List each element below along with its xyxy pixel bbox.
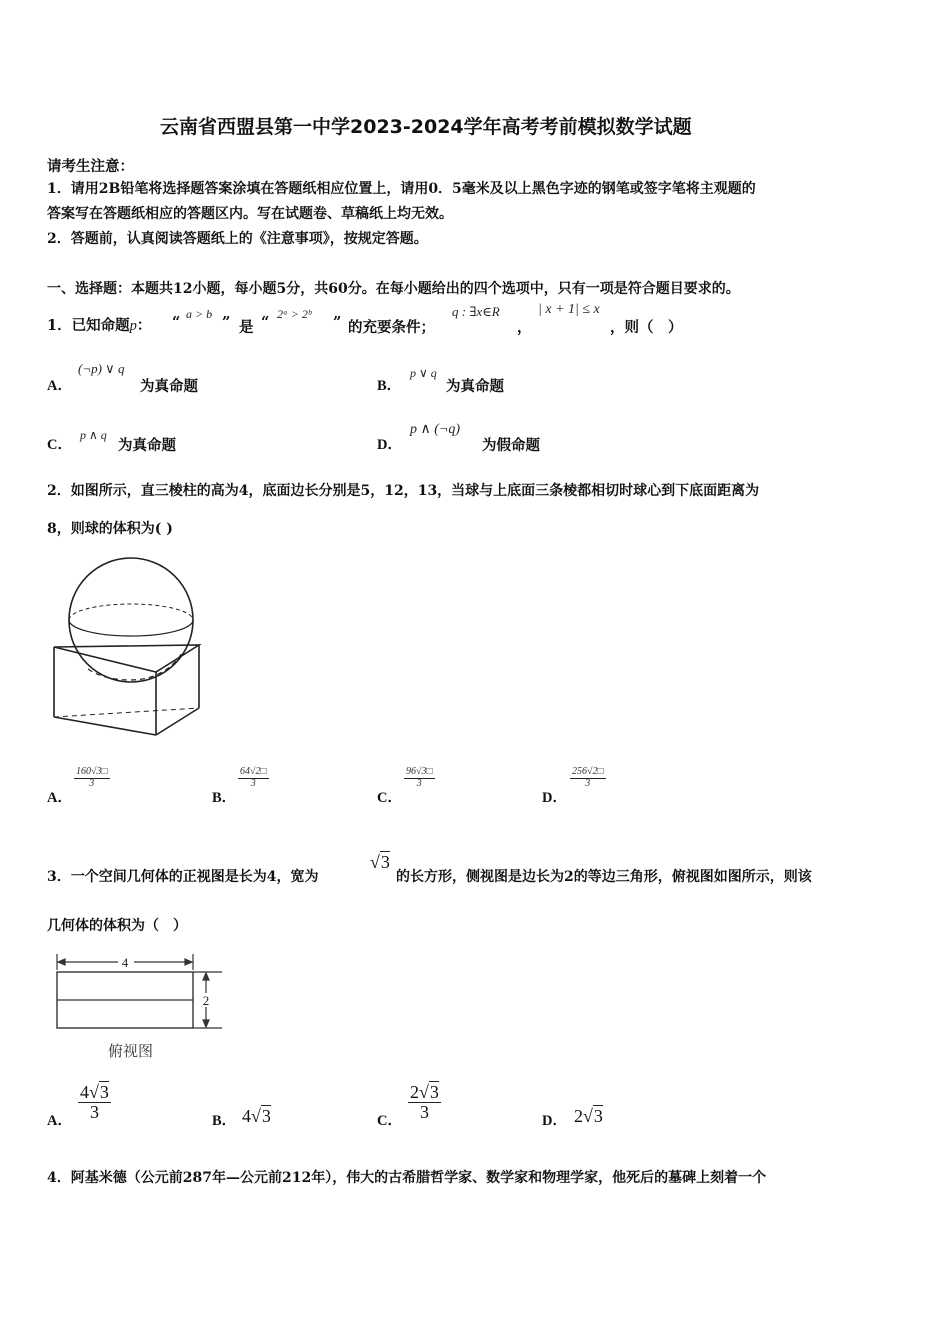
q1-option-c-label[interactable]: C．	[47, 437, 72, 453]
q1-option-d-label[interactable]: D．	[377, 437, 402, 453]
q2-option-a-label[interactable]: A．	[47, 790, 72, 806]
q2-option-d-denominator: 3	[585, 777, 591, 789]
q2-option-d-numerator: 256√2□	[572, 766, 604, 777]
q2-line-2: 8，则球的体积为( )	[47, 521, 173, 537]
q3-sqrt-3: √3	[370, 852, 390, 872]
prism-bottom-front-right	[156, 708, 199, 735]
q1-colon: ：	[136, 317, 152, 334]
q2-option-c-denominator: 3	[416, 777, 422, 789]
q1-quote-close-2: ”	[333, 314, 342, 331]
q2-option-b-denominator: 3	[250, 777, 256, 789]
q1-option-a-text: 为真命题	[140, 378, 198, 395]
q2-option-a-value	[74, 767, 110, 789]
q3-option-c-denominator: 3	[419, 1101, 429, 1122]
q2-line-1: 2．如图所示，直三棱柱的高为4，底面边长分别是5，12，13，当球与上底面三条棱都相切时球心到下底面距离为	[47, 483, 760, 499]
q3-sqrt-radicand: 3	[380, 852, 390, 872]
q1-quote-open-2: “	[261, 314, 270, 331]
page-title: 云南省西盟县第一中学2023-2024学年高考考前模拟数学试题	[160, 116, 692, 138]
q3-option-d-label[interactable]: D．	[542, 1113, 567, 1129]
q3-option-c-coef: 2	[410, 1082, 419, 1102]
q3-option-d-value: 2√3	[574, 1106, 603, 1126]
q3-option-b-radicand: 3	[261, 1106, 271, 1126]
q3-option-c-label[interactable]: C．	[377, 1113, 402, 1129]
q2-option-a-denominator: 3	[89, 777, 95, 789]
q3-figure-caption: 俯视图	[108, 1042, 154, 1060]
q1-expr-2: 2ᵃ > 2ᵇ	[277, 307, 312, 321]
q3-option-a-denominator: 3	[89, 1101, 99, 1122]
q1-tail: ，则（ ）	[610, 319, 683, 336]
q2-option-b-numerator: 64√2□	[240, 766, 267, 777]
q1-option-a-label[interactable]: A．	[47, 378, 72, 394]
notice-line-1b: 答案写在答题纸相应的答题区内。写在试题卷、草稿纸上均无效。	[47, 206, 453, 222]
q2-option-b-value	[238, 767, 269, 789]
q1-quote-open-1: “	[172, 314, 181, 331]
notice-line-1a: 1．请用2B铅笔将选择题答案涂填在答题纸相应位置上，请用0．5毫米及以上黑色字迹的钢笔或签字笔将主观题的	[47, 181, 756, 197]
q2-sphere-prism-figure	[44, 545, 214, 740]
q3-option-d-coef: 2	[574, 1106, 583, 1126]
q3-option-a-radicand: 3	[99, 1082, 109, 1102]
q3-option-d-radicand: 3	[593, 1106, 603, 1126]
q2-option-d-value	[570, 767, 606, 789]
q2-option-c-value	[404, 767, 435, 789]
q1-option-b-math: p ∨ q	[410, 366, 437, 380]
q1-comma: ，	[517, 319, 532, 336]
q1-option-a-math: (¬p) ∨ q	[78, 361, 125, 376]
notice-line-2: 2．答题前，认真阅读答题纸上的《注意事项》，按规定答题。	[47, 231, 428, 247]
q1-option-c-text: 为真命题	[118, 437, 176, 454]
sphere-equator-front	[69, 620, 193, 636]
q1-stem	[47, 314, 151, 335]
q2-option-a-numerator: 160√3□	[76, 766, 108, 777]
top-view-height-label: 2	[202, 993, 210, 1008]
prism-bottom-front-left	[54, 717, 156, 735]
q1-is: 是	[239, 319, 254, 336]
q3-line-1b: 的长方形，侧视图是边长为2的等边三角形，俯视图如图所示，则该	[396, 869, 812, 885]
q3-option-c-value: $\frac{2√3}{3}$	[410, 1082, 439, 1122]
sphere-equator-back	[69, 604, 193, 620]
q2-option-c-numerator: 96√3□	[406, 766, 433, 777]
q2-option-c-label[interactable]: C．	[377, 790, 402, 806]
section-heading: 一、选择题：本题共12小题，每小题5分，共60分。在每小题给出的四个选项中，只有一项是符合题目要求的。	[47, 281, 740, 297]
q3-line-1a: 3．一个空间几何体的正视图是长为4，宽为	[47, 869, 319, 885]
q3-option-b-coef: 4	[242, 1106, 251, 1126]
q4-line-1: 4．阿基米德（公元前287年—公元前212年），伟大的古希腊哲学家、数学家和物理学家，他死后的墓碑上刻着一个	[47, 1170, 767, 1186]
q3-option-b-value: 4√3	[242, 1106, 271, 1126]
q3-top-view-figure	[50, 950, 230, 1035]
q3-line-2: 几何体的体积为（ ）	[47, 918, 187, 934]
q3-option-b-label[interactable]: B．	[212, 1113, 237, 1129]
q1-expr-1: a > b	[186, 307, 213, 321]
q1-option-c-math: p ∧ q	[80, 428, 107, 442]
prism-top-face	[54, 645, 199, 672]
q2-option-b-label[interactable]: B．	[212, 790, 237, 806]
q3-option-a-coef: 4	[80, 1082, 89, 1102]
q1-p: p	[129, 318, 137, 334]
q1-quote-close-1: ”	[222, 314, 231, 331]
q1-inequality: | x + 1| ≤ x	[538, 302, 600, 317]
q1-option-d-math: p ∧ (¬q)	[410, 422, 461, 437]
q1-q-definition: q : ∃x∈R	[452, 304, 500, 319]
prism-bottom-hidden	[54, 708, 199, 717]
q1-option-b-label[interactable]: B．	[377, 378, 402, 394]
q3-option-a-value: $\frac{4√3}{3}$	[80, 1082, 109, 1122]
q3-option-c-radicand: 3	[429, 1082, 439, 1102]
q3-option-a-label[interactable]: A．	[47, 1113, 72, 1129]
q1-option-b-text: 为真命题	[446, 378, 504, 395]
q2-option-d-label[interactable]: D．	[542, 790, 567, 806]
q1-condition: 的充要条件；	[348, 319, 435, 336]
top-view-width-label: 4	[121, 955, 129, 970]
q1-option-d-text: 为假命题	[482, 437, 540, 454]
notice-heading: 请考生注意：	[47, 158, 134, 175]
q1-prefix: 1．已知命题	[47, 317, 130, 334]
